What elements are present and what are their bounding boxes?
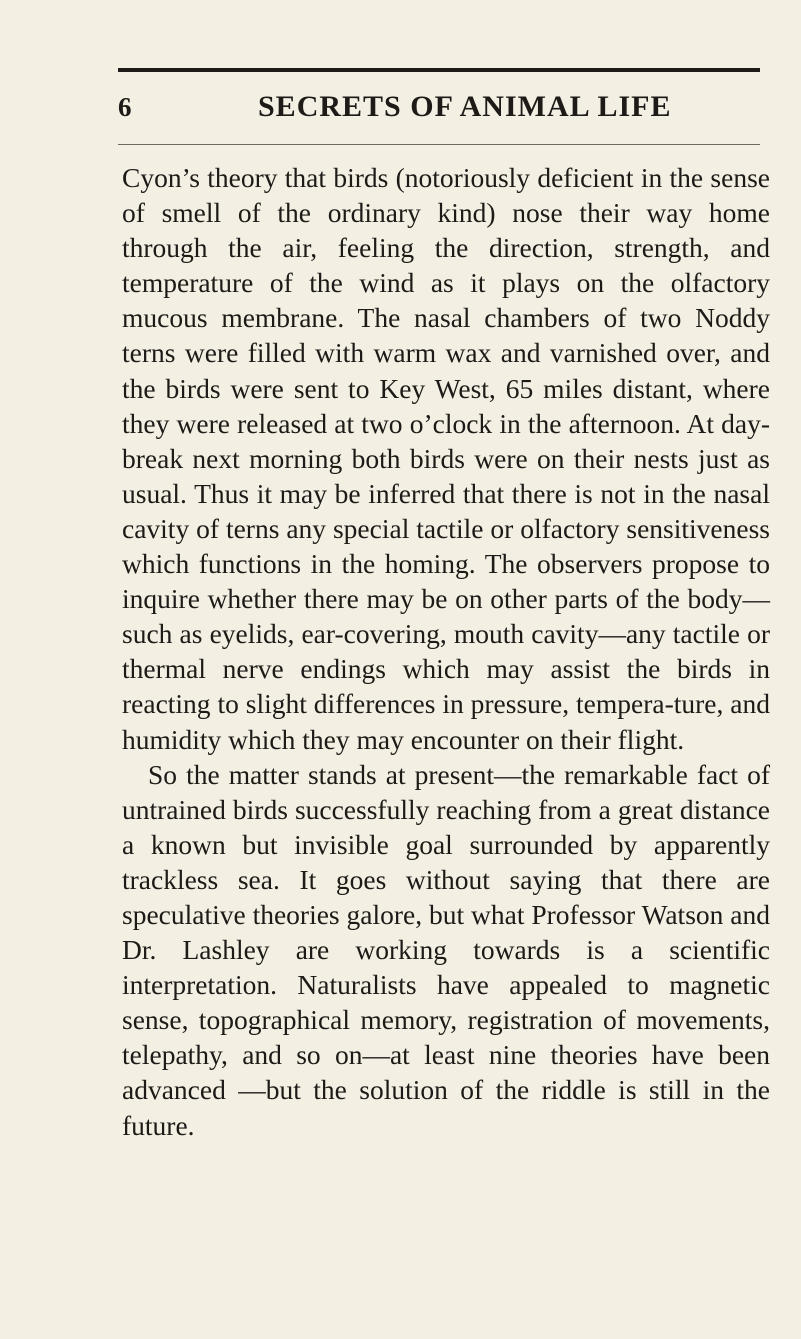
header-top-rule	[118, 68, 760, 72]
page-header	[118, 88, 760, 128]
paragraph-1: Cyon’s theory that birds (notoriously deficient in the sense of smell of the ordinary kind) nose their way home through the air, feeling the direction, strength, and temperature of the wind as it plays on the olfactory mucous membrane. The nasal chambers of two Noddy terns were filled with warm wax and varnished over, and the birds were sent to Key West, 65 miles distant, where they were released at two o’clock in the afternoon. At day-break next morning both birds were on their nests just as usual. Thus it may be inferred that there is not in the nasal cavity of terns any special tactile or olfactory sensitiveness which functions in the homing. The observers propose to inquire whether there may be on other parts of the body—such as eyelids, ear-covering, mouth cavity—any tactile or thermal nerve endings which may assist the birds in reacting to slight differences in pressure, tempera-ture, and humidity which they may encounter on their flight.	[122, 162, 770, 755]
running-title: SECRETS OF ANIMAL LIFE	[258, 90, 672, 123]
page-number: 6	[118, 92, 133, 122]
body-text	[122, 160, 770, 1143]
header-bottom-rule	[118, 144, 760, 145]
paragraph-2: So the matter stands at present—the remarkable fact of untrained birds successfully reaching from a great distance a known but invisible goal surrounded by apparently trackless sea. It goes without saying that there are speculative theories galore, but what Professor Watson and Dr. Lashley are working towards is a scientific interpretation. Naturalists have appealed to magnetic sense, topographical memory, registration of movements, telepathy, and so on—at least nine theories have been advanced —but the solution of the riddle is still in the future.	[122, 758, 770, 1141]
